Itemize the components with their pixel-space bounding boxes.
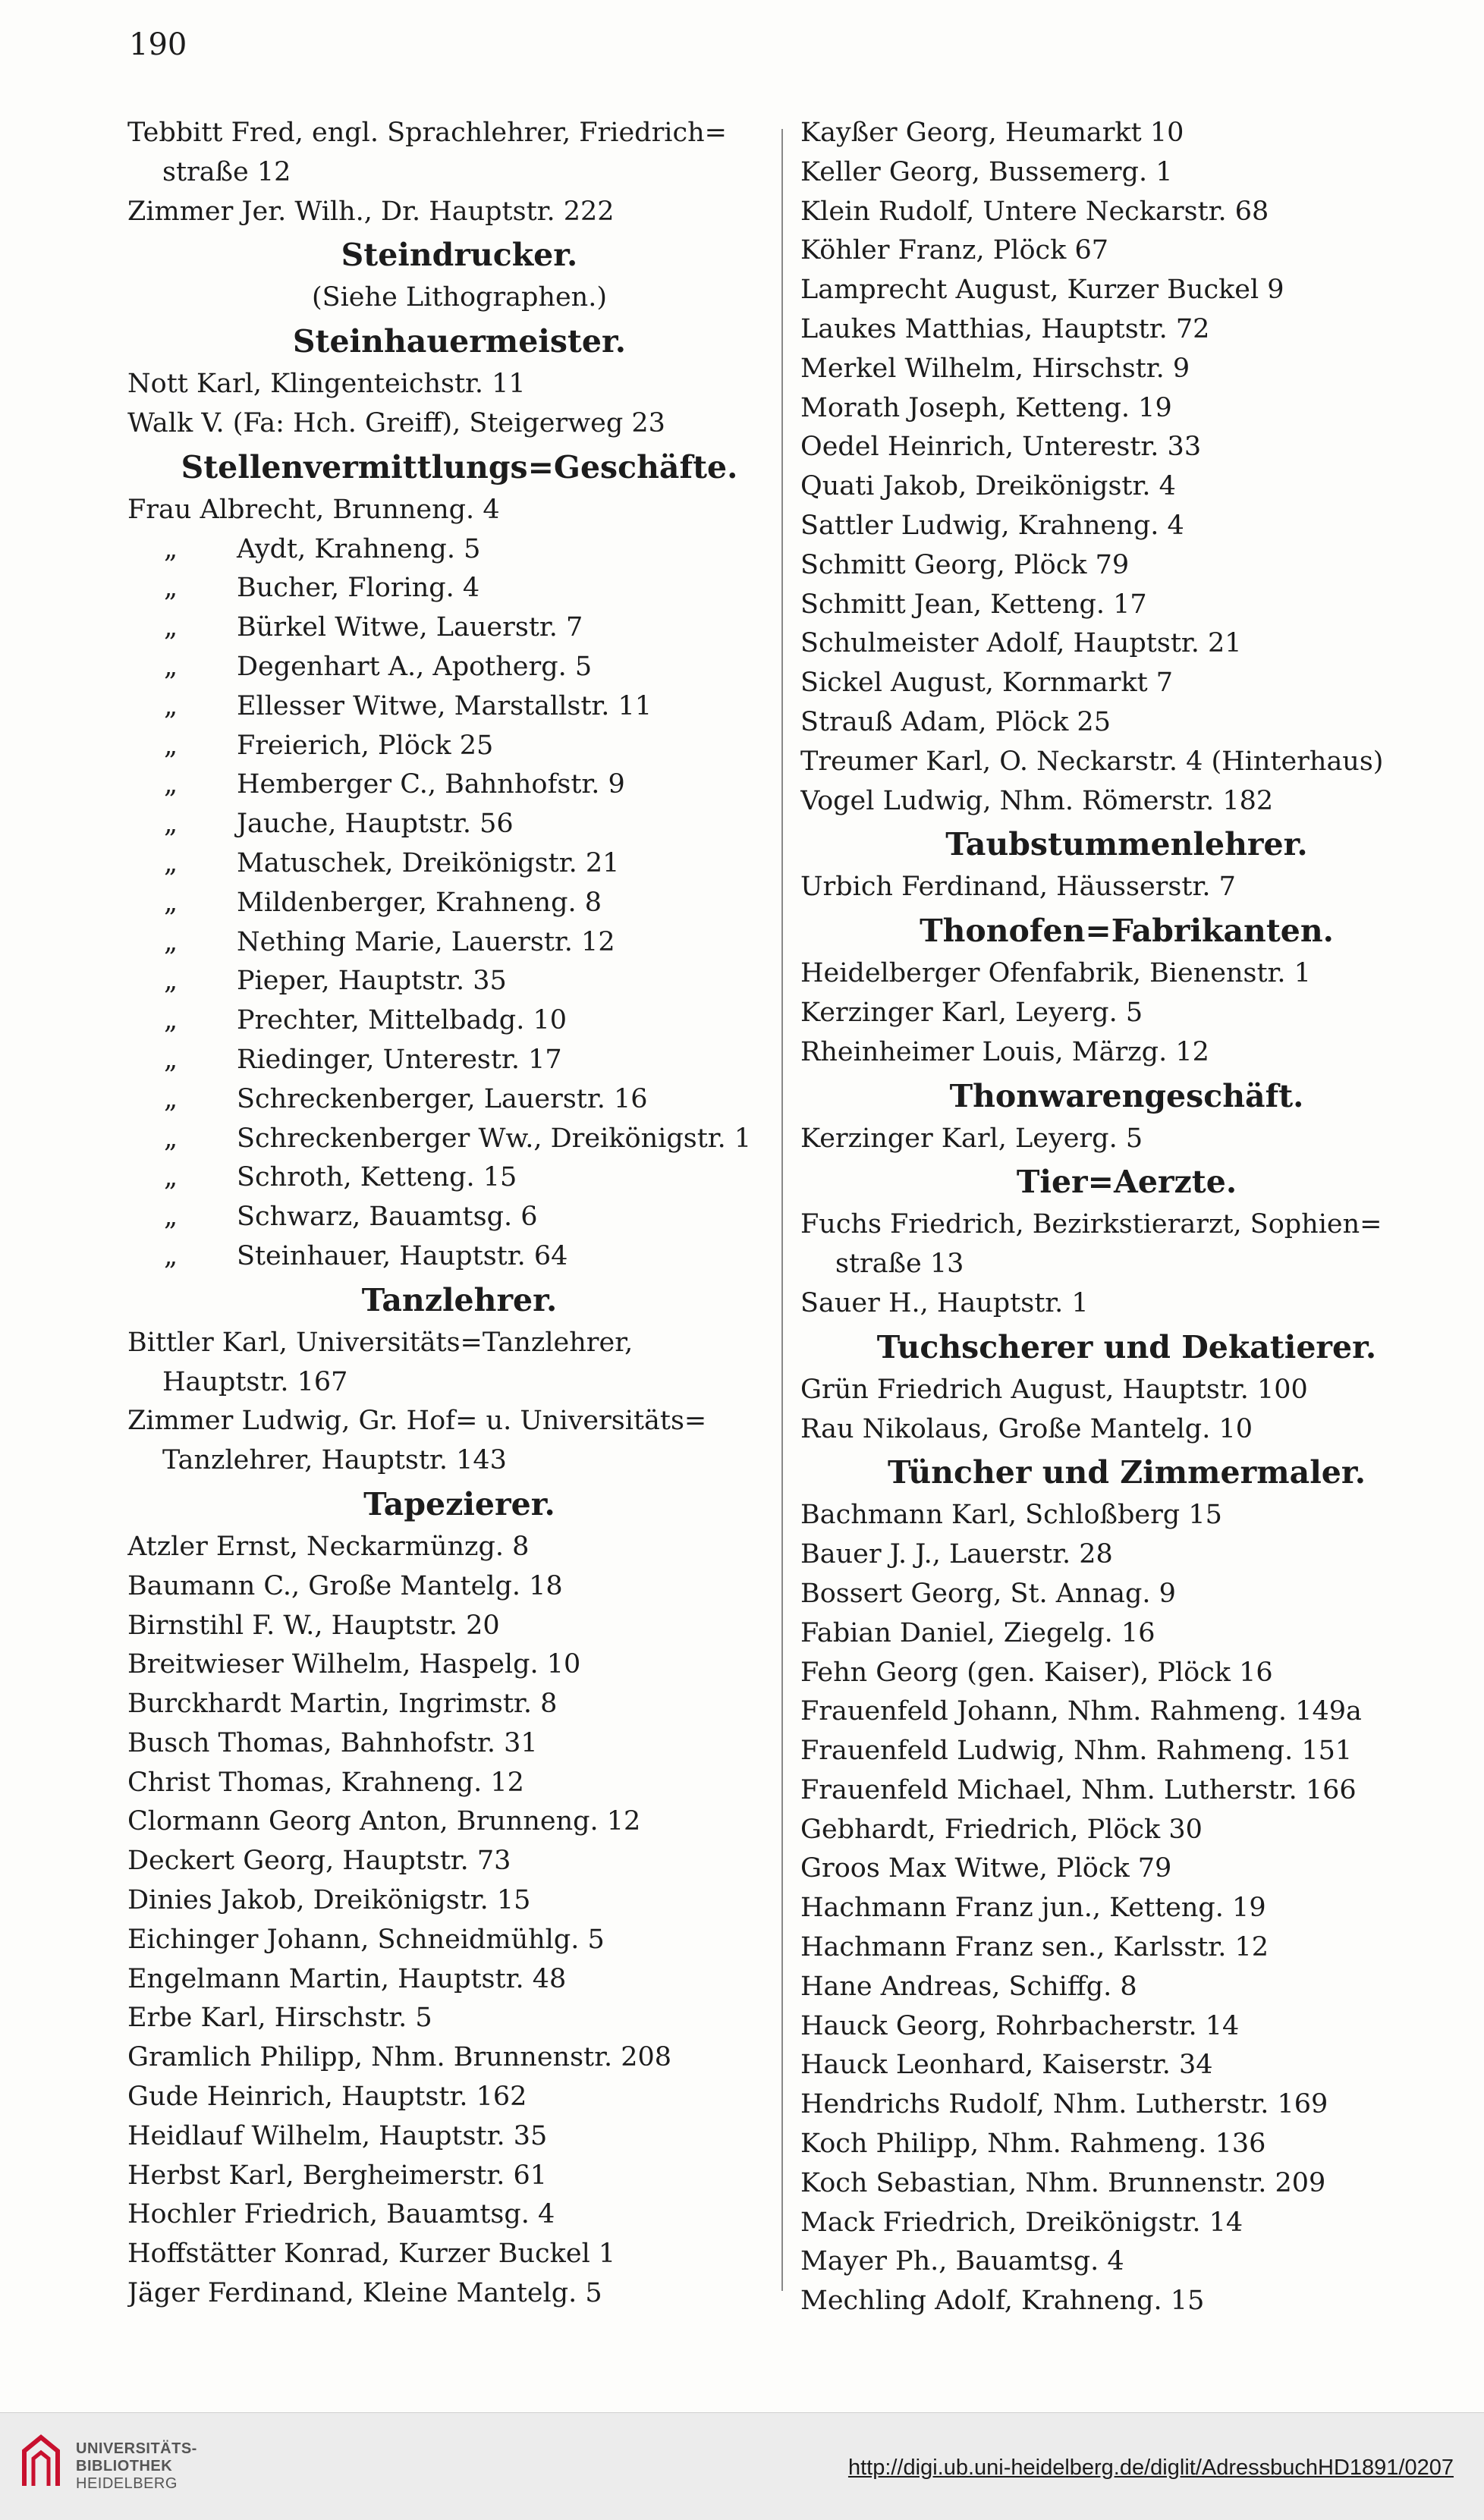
ditto-mark: „ — [164, 730, 178, 761]
directory-entry — [800, 114, 1453, 153]
directory-entry — [127, 1724, 791, 1764]
directory-entry — [800, 1371, 1453, 1410]
entry-text: Bachmann Karl, Schloßberg 15 — [800, 1500, 1222, 1531]
directory-entry — [800, 1968, 1453, 2007]
entry-text: Hauptstr. 167 — [162, 1366, 348, 1397]
ditto-mark: „ — [164, 769, 178, 800]
entry-continuation — [127, 1441, 791, 1481]
entry-text: Pieper, Hauptstr. 35 — [237, 966, 507, 997]
entry-text: Mechling Adolf, Krahneng. 15 — [800, 2286, 1205, 2317]
directory-entry — [127, 491, 791, 530]
entry-text: Zimmer Jer. Wilh., Dr. Hauptstr. 222 — [127, 196, 615, 227]
directory-entry — [800, 1811, 1453, 1850]
ditto-mark: „ — [164, 1202, 178, 1233]
directory-entry — [800, 271, 1453, 310]
entry-text: Riedinger, Unterestr. 17 — [237, 1044, 562, 1075]
entry-text: Stellenvermittlungs=Geschäfte. — [181, 448, 738, 485]
left-column — [127, 114, 791, 2314]
library-name-line-1: UNIVERSITÄTS- — [76, 2440, 197, 2457]
entry-text: Ellesser Witwe, Marstallstr. 11 — [237, 690, 652, 721]
entry-text: Oedel Heinrich, Unterestr. 33 — [800, 432, 1202, 463]
directory-entry — [800, 507, 1453, 546]
entry-text: Mayer Ph., Bauamtsg. 4 — [800, 2246, 1124, 2277]
directory-entry — [800, 1535, 1453, 1575]
university-library-logo-icon — [18, 2433, 64, 2490]
directory-entry — [127, 2235, 791, 2274]
directory-entry — [127, 1158, 791, 1198]
entry-text: Herbst Karl, Bergheimerstr. 61 — [127, 2160, 548, 2191]
directory-entry — [127, 365, 791, 404]
directory-entry — [127, 1567, 791, 1607]
entry-text: Quati Jakob, Dreikönigstr. 4 — [800, 471, 1176, 502]
entry-text: Hemberger C., Bahnhofstr. 9 — [237, 769, 625, 800]
directory-entry — [127, 569, 791, 608]
library-name-line-2: BIBLIOTHEK — [76, 2458, 173, 2474]
directory-entry — [800, 2125, 1453, 2164]
entry-text: Gude Heinrich, Hauptstr. 162 — [127, 2082, 527, 2113]
directory-entry — [800, 546, 1453, 586]
directory-entry — [800, 1654, 1453, 1693]
entry-text: Sattler Ludwig, Krahneng. 4 — [800, 510, 1184, 541]
directory-entry — [127, 1198, 791, 1237]
entry-text: Steinhauer, Hauptstr. 64 — [237, 1240, 568, 1271]
section-heading — [800, 1449, 1453, 1496]
ditto-mark: „ — [164, 1162, 178, 1193]
section-heading — [127, 1481, 791, 1528]
directory-entry — [127, 1528, 791, 1567]
entry-text: Mack Friedrich, Dreikönigstr. 14 — [800, 2207, 1243, 2238]
directory-entry — [127, 193, 791, 232]
entry-text: straße 12 — [162, 156, 291, 187]
entry-text: Busch Thomas, Bahnhofstr. 31 — [127, 1727, 538, 1758]
entry-text: Jäger Ferdinand, Kleine Mantelg. 5 — [127, 2278, 602, 2309]
entry-text: Freierich, Plöck 25 — [237, 730, 494, 761]
entry-text: Sickel August, Kornmarkt 7 — [800, 668, 1174, 699]
entry-text: Köhler Franz, Plöck 67 — [800, 235, 1108, 266]
entry-text: straße 13 — [835, 1249, 964, 1280]
entry-text: Fehn Georg (gen. Kaiser), Plöck 16 — [800, 1657, 1273, 1688]
entry-text: Degenhart A., Apotherg. 5 — [237, 651, 593, 682]
ditto-mark: „ — [164, 1044, 178, 1075]
entry-text: Kerzinger Karl, Leyerg. 5 — [800, 997, 1143, 1028]
ditto-mark: „ — [164, 1083, 178, 1114]
directory-entry — [127, 765, 791, 805]
directory-entry — [800, 1732, 1453, 1771]
directory-entry — [127, 1402, 791, 1441]
entry-text: Strauß Adam, Plöck 25 — [800, 706, 1111, 737]
directory-entry — [800, 664, 1453, 703]
entry-text: Matuschek, Dreikönigstr. 21 — [237, 847, 620, 878]
entry-text: Schreckenberger Ww., Dreikönigstr. 1 — [237, 1123, 752, 1154]
entry-text: (Siehe Lithographen.) — [311, 282, 608, 313]
entry-text: Treumer Karl, O. Neckarstr. 4 (Hinterhaus) — [800, 746, 1384, 777]
entry-text: Groos Max Witwe, Plöck 79 — [800, 1853, 1172, 1884]
entry-text: Breitwieser Wilhelm, Haspelg. 10 — [127, 1649, 581, 1680]
entry-text: Kerzinger Karl, Leyerg. 5 — [800, 1123, 1143, 1154]
entry-text: Engelmann Martin, Hauptstr. 48 — [127, 1963, 567, 1994]
right-column — [800, 114, 1453, 2321]
entry-text: Laukes Matthias, Hauptstr. 72 — [800, 313, 1210, 344]
ditto-mark: „ — [164, 1123, 178, 1154]
directory-entry — [127, 1999, 791, 2038]
entry-text: Prechter, Mittelbadg. 10 — [237, 1005, 567, 1036]
section-heading — [800, 1324, 1453, 1371]
directory-entry — [800, 2007, 1453, 2047]
directory-entry — [800, 1033, 1453, 1073]
entry-text: Tebbitt Fred, engl. Sprachlehrer, Friedrich= — [127, 118, 727, 148]
directory-entry — [800, 428, 1453, 467]
entry-text: Deckert Georg, Hauptstr. 73 — [127, 1846, 511, 1877]
entry-text: Frauenfeld Ludwig, Nhm. Rahmeng. 151 — [800, 1736, 1353, 1767]
viewer-footer — [0, 2412, 1484, 2520]
directory-entry — [800, 1614, 1453, 1654]
entry-text: Klein Rudolf, Untere Neckarstr. 68 — [800, 196, 1269, 227]
library-name — [76, 2440, 197, 2493]
ditto-mark: „ — [164, 966, 178, 997]
entry-text: Hane Andreas, Schiffg. 8 — [800, 1971, 1137, 2002]
directory-entry — [127, 2078, 791, 2117]
entry-continuation — [127, 1363, 791, 1403]
directory-entry — [127, 2195, 791, 2235]
directory-entry — [127, 2157, 791, 2196]
entry-text: Heidelberger Ofenfabrik, Bienenstr. 1 — [800, 958, 1311, 989]
entry-text: Eichinger Johann, Schneidmühlg. 5 — [127, 1924, 605, 1955]
entry-text: Morath Joseph, Ketteng. 19 — [800, 392, 1172, 423]
directory-entry — [127, 727, 791, 766]
directory-entry — [127, 530, 791, 570]
directory-entry — [127, 1607, 791, 1646]
section-heading — [127, 318, 791, 365]
entry-text: Tuchscherer und Dekatierer. — [876, 1328, 1377, 1365]
directory-entry — [800, 350, 1453, 389]
directory-entry — [800, 1928, 1453, 1968]
entry-text: Schroth, Ketteng. 15 — [237, 1162, 517, 1193]
permalink-url[interactable]: http://digi.ub.uni-heidelberg.de/diglit/AdressbuchHD1891/0207 — [847, 2456, 1454, 2480]
directory-entry — [127, 1645, 791, 1685]
entry-text: Bittler Karl, Universitäts=Tanzlehrer, — [127, 1327, 634, 1358]
directory-entry — [800, 868, 1453, 907]
directory-entry — [127, 1960, 791, 2000]
entry-text: Tapezierer. — [363, 1485, 555, 1522]
entry-text: Bürkel Witwe, Lauerstr. 7 — [237, 612, 583, 643]
entry-text: Clormann Georg Anton, Brunneng. 12 — [127, 1806, 641, 1837]
directory-entry — [800, 586, 1453, 625]
directory-entry — [800, 703, 1453, 743]
directory-entry — [127, 2038, 791, 2078]
directory-entry — [800, 624, 1453, 664]
entry-text: Gebhardt, Friedrich, Plöck 30 — [800, 1814, 1203, 1845]
directory-entry — [127, 1080, 791, 1120]
directory-entry — [800, 389, 1453, 429]
entry-text: Dinies Jakob, Dreikönigstr. 15 — [127, 1885, 531, 1916]
ditto-mark: „ — [164, 690, 178, 721]
ditto-mark: „ — [164, 612, 178, 643]
section-heading — [127, 231, 791, 278]
directory-entry — [800, 994, 1453, 1033]
entry-text: Vogel Ludwig, Nhm. Römerstr. 182 — [800, 785, 1274, 816]
entry-text: Urbich Ferdinand, Häusserstr. 7 — [800, 872, 1236, 903]
entry-text: Bucher, Floring. 4 — [237, 573, 480, 604]
entry-text: Hachmann Franz sen., Karlsstr. 12 — [800, 1932, 1269, 1963]
entry-text: Sauer H., Hauptstr. 1 — [800, 1287, 1089, 1318]
entry-text: Schwarz, Bauamtsg. 6 — [237, 1202, 538, 1233]
entry-text: Zimmer Ludwig, Gr. Hof= u. Universitäts= — [127, 1406, 707, 1437]
directory-entry — [800, 1889, 1453, 1928]
cross-reference-note — [127, 278, 791, 318]
entry-text: Nething Marie, Lauerstr. 12 — [237, 926, 615, 957]
entry-text: Tanzlehrer. — [361, 1281, 558, 1318]
directory-entry — [127, 687, 791, 727]
directory-entry — [800, 2085, 1453, 2125]
directory-entry — [800, 2046, 1453, 2085]
entry-text: Bauer J. J., Lauerstr. 28 — [800, 1539, 1113, 1570]
directory-entry — [127, 1237, 791, 1277]
entry-text: Hoffstätter Konrad, Kurzer Buckel 1 — [127, 2239, 616, 2270]
entry-text: Schulmeister Adolf, Hauptstr. 21 — [800, 628, 1242, 659]
directory-entry — [127, 923, 791, 963]
entry-text: Fuchs Friedrich, Bezirkstierarzt, Sophien= — [800, 1209, 1382, 1240]
entry-text: Grün Friedrich August, Hauptstr. 100 — [800, 1374, 1308, 1405]
entry-text: Erbe Karl, Hirschstr. 5 — [127, 2003, 432, 2034]
directory-entry — [127, 2117, 791, 2157]
entry-text: Rheinheimer Louis, Märzg. 12 — [800, 1036, 1209, 1067]
ditto-mark: „ — [164, 847, 178, 878]
directory-entry — [800, 310, 1453, 350]
entry-text: Hauck Georg, Rohrbacherstr. 14 — [800, 2010, 1240, 2041]
section-heading — [127, 444, 791, 491]
directory-entry — [800, 1771, 1453, 1811]
entry-text: Hochler Friedrich, Bauamtsg. 4 — [127, 2199, 555, 2230]
directory-entry — [127, 1685, 791, 1724]
directory-entry — [800, 954, 1453, 994]
directory-entry — [127, 844, 791, 884]
directory-entry — [127, 1001, 791, 1041]
directory-entry — [800, 2282, 1453, 2321]
directory-entry — [800, 467, 1453, 507]
entry-text: Frau Albrecht, Brunneng. 4 — [127, 494, 500, 525]
page-number: 190 — [129, 27, 187, 62]
entry-text: Aydt, Krahneng. 5 — [237, 533, 481, 564]
directory-entry — [800, 1205, 1453, 1245]
section-heading — [800, 1158, 1453, 1205]
entry-text: Lamprecht August, Kurzer Buckel 9 — [800, 275, 1284, 306]
entry-text: Frauenfeld Johann, Nhm. Rahmeng. 149a — [800, 1696, 1362, 1727]
directory-entry — [127, 962, 791, 1001]
entry-text: Steinhauermeister. — [292, 323, 627, 360]
directory-entry — [127, 1802, 791, 1842]
directory-entry — [127, 1881, 791, 1921]
ditto-mark: „ — [164, 1005, 178, 1036]
entry-text: Baumann C., Große Mantelg. 18 — [127, 1570, 563, 1601]
section-heading — [800, 821, 1453, 868]
directory-entry — [800, 782, 1453, 822]
directory-entry — [127, 1041, 791, 1080]
directory-entry — [127, 1842, 791, 1881]
entry-text: Schmitt Georg, Plöck 79 — [800, 549, 1130, 580]
entry-text: Burckhardt Martin, Ingrimstr. 8 — [127, 1689, 558, 1720]
directory-entry — [800, 1410, 1453, 1450]
entry-text: Gramlich Philipp, Nhm. Brunnenstr. 208 — [127, 2042, 672, 2073]
entry-text: Keller Georg, Bussemerg. 1 — [800, 156, 1173, 187]
directory-entry — [127, 1324, 791, 1363]
entry-text: Heidlauf Wilhelm, Hauptstr. 35 — [127, 2120, 548, 2151]
directory-entry — [800, 2204, 1453, 2243]
entry-text: Frauenfeld Michael, Nhm. Lutherstr. 166 — [800, 1774, 1357, 1805]
ditto-mark: „ — [164, 809, 178, 840]
entry-text: Rau Nikolaus, Große Mantelg. 10 — [800, 1413, 1253, 1444]
ditto-mark: „ — [164, 926, 178, 957]
directory-entry — [800, 1692, 1453, 1732]
directory-entry — [127, 114, 791, 153]
directory-entry — [127, 884, 791, 923]
entry-text: Steindrucker. — [341, 237, 578, 274]
entry-text: Koch Sebastian, Nhm. Brunnenstr. 209 — [800, 2167, 1326, 2198]
entry-text: Taubstummenlehrer. — [945, 826, 1308, 863]
entry-continuation — [127, 153, 791, 193]
entry-text: Jauche, Hauptstr. 56 — [237, 809, 514, 840]
entry-text: Hendrichs Rudolf, Nhm. Lutherstr. 169 — [800, 2089, 1328, 2120]
directory-entry — [800, 231, 1453, 271]
directory-entry — [800, 2164, 1453, 2204]
entry-text: Merkel Wilhelm, Hirschstr. 9 — [800, 353, 1190, 384]
ditto-mark: „ — [164, 533, 178, 564]
directory-entry — [800, 153, 1453, 193]
entry-text: Atzler Ernst, Neckarmünzg. 8 — [127, 1531, 530, 1562]
directory-entry — [800, 1496, 1453, 1535]
ditto-mark: „ — [164, 1240, 178, 1271]
entry-text: Mildenberger, Krahneng. 8 — [237, 887, 602, 918]
entry-text: Fabian Daniel, Ziegelg. 16 — [800, 1617, 1155, 1648]
entry-text: Bossert Georg, St. Annag. 9 — [800, 1578, 1176, 1609]
entry-text: Tüncher und Zimmermaler. — [888, 1454, 1366, 1491]
entry-text: Thonwarengeschäft. — [949, 1077, 1304, 1114]
directory-entry — [127, 608, 791, 648]
directory-entry — [800, 1284, 1453, 1324]
directory-entry — [800, 1575, 1453, 1614]
directory-entry — [127, 1764, 791, 1803]
entry-text: Christ Thomas, Krahneng. 12 — [127, 1767, 524, 1798]
entry-continuation — [800, 1245, 1453, 1284]
entry-text: Tier=Aerzte. — [1016, 1164, 1237, 1201]
directory-entry — [800, 2242, 1453, 2282]
entry-text: Schreckenberger, Lauerstr. 16 — [237, 1083, 648, 1114]
directory-entry — [800, 743, 1453, 782]
entry-text: Thonofen=Fabrikanten. — [920, 913, 1334, 950]
directory-entry — [127, 404, 791, 444]
directory-entry — [800, 1120, 1453, 1159]
entry-text: Kayßer Georg, Heumarkt 10 — [800, 118, 1184, 148]
directory-entry — [127, 2274, 791, 2314]
section-heading — [127, 1277, 791, 1324]
ditto-mark: „ — [164, 887, 178, 918]
entry-text: Birnstihl F. W., Hauptstr. 20 — [127, 1610, 500, 1641]
directory-entry — [800, 1849, 1453, 1889]
entry-text: Schmitt Jean, Ketteng. 17 — [800, 589, 1147, 620]
ditto-mark: „ — [164, 651, 178, 682]
entry-text: Hauck Leonhard, Kaiserstr. 34 — [800, 2050, 1213, 2081]
entry-text: Walk V. (Fa: Hch. Greiff), Steigerweg 23 — [127, 407, 665, 438]
library-name-line-3: HEIDELBERG — [76, 2475, 178, 2492]
directory-entry — [127, 648, 791, 687]
directory-entry — [127, 805, 791, 844]
section-heading — [800, 1073, 1453, 1120]
entry-text: Nott Karl, Klingenteichstr. 11 — [127, 369, 526, 400]
entry-text: Koch Philipp, Nhm. Rahmeng. 136 — [800, 2129, 1266, 2160]
entry-text: Tanzlehrer, Hauptstr. 143 — [162, 1445, 507, 1476]
directory-entry — [800, 193, 1453, 232]
directory-entry — [127, 1120, 791, 1159]
directory-entry — [127, 1921, 791, 1960]
entry-text: Hachmann Franz jun., Ketteng. 19 — [800, 1893, 1266, 1924]
section-heading — [800, 907, 1453, 954]
ditto-mark: „ — [164, 573, 178, 604]
